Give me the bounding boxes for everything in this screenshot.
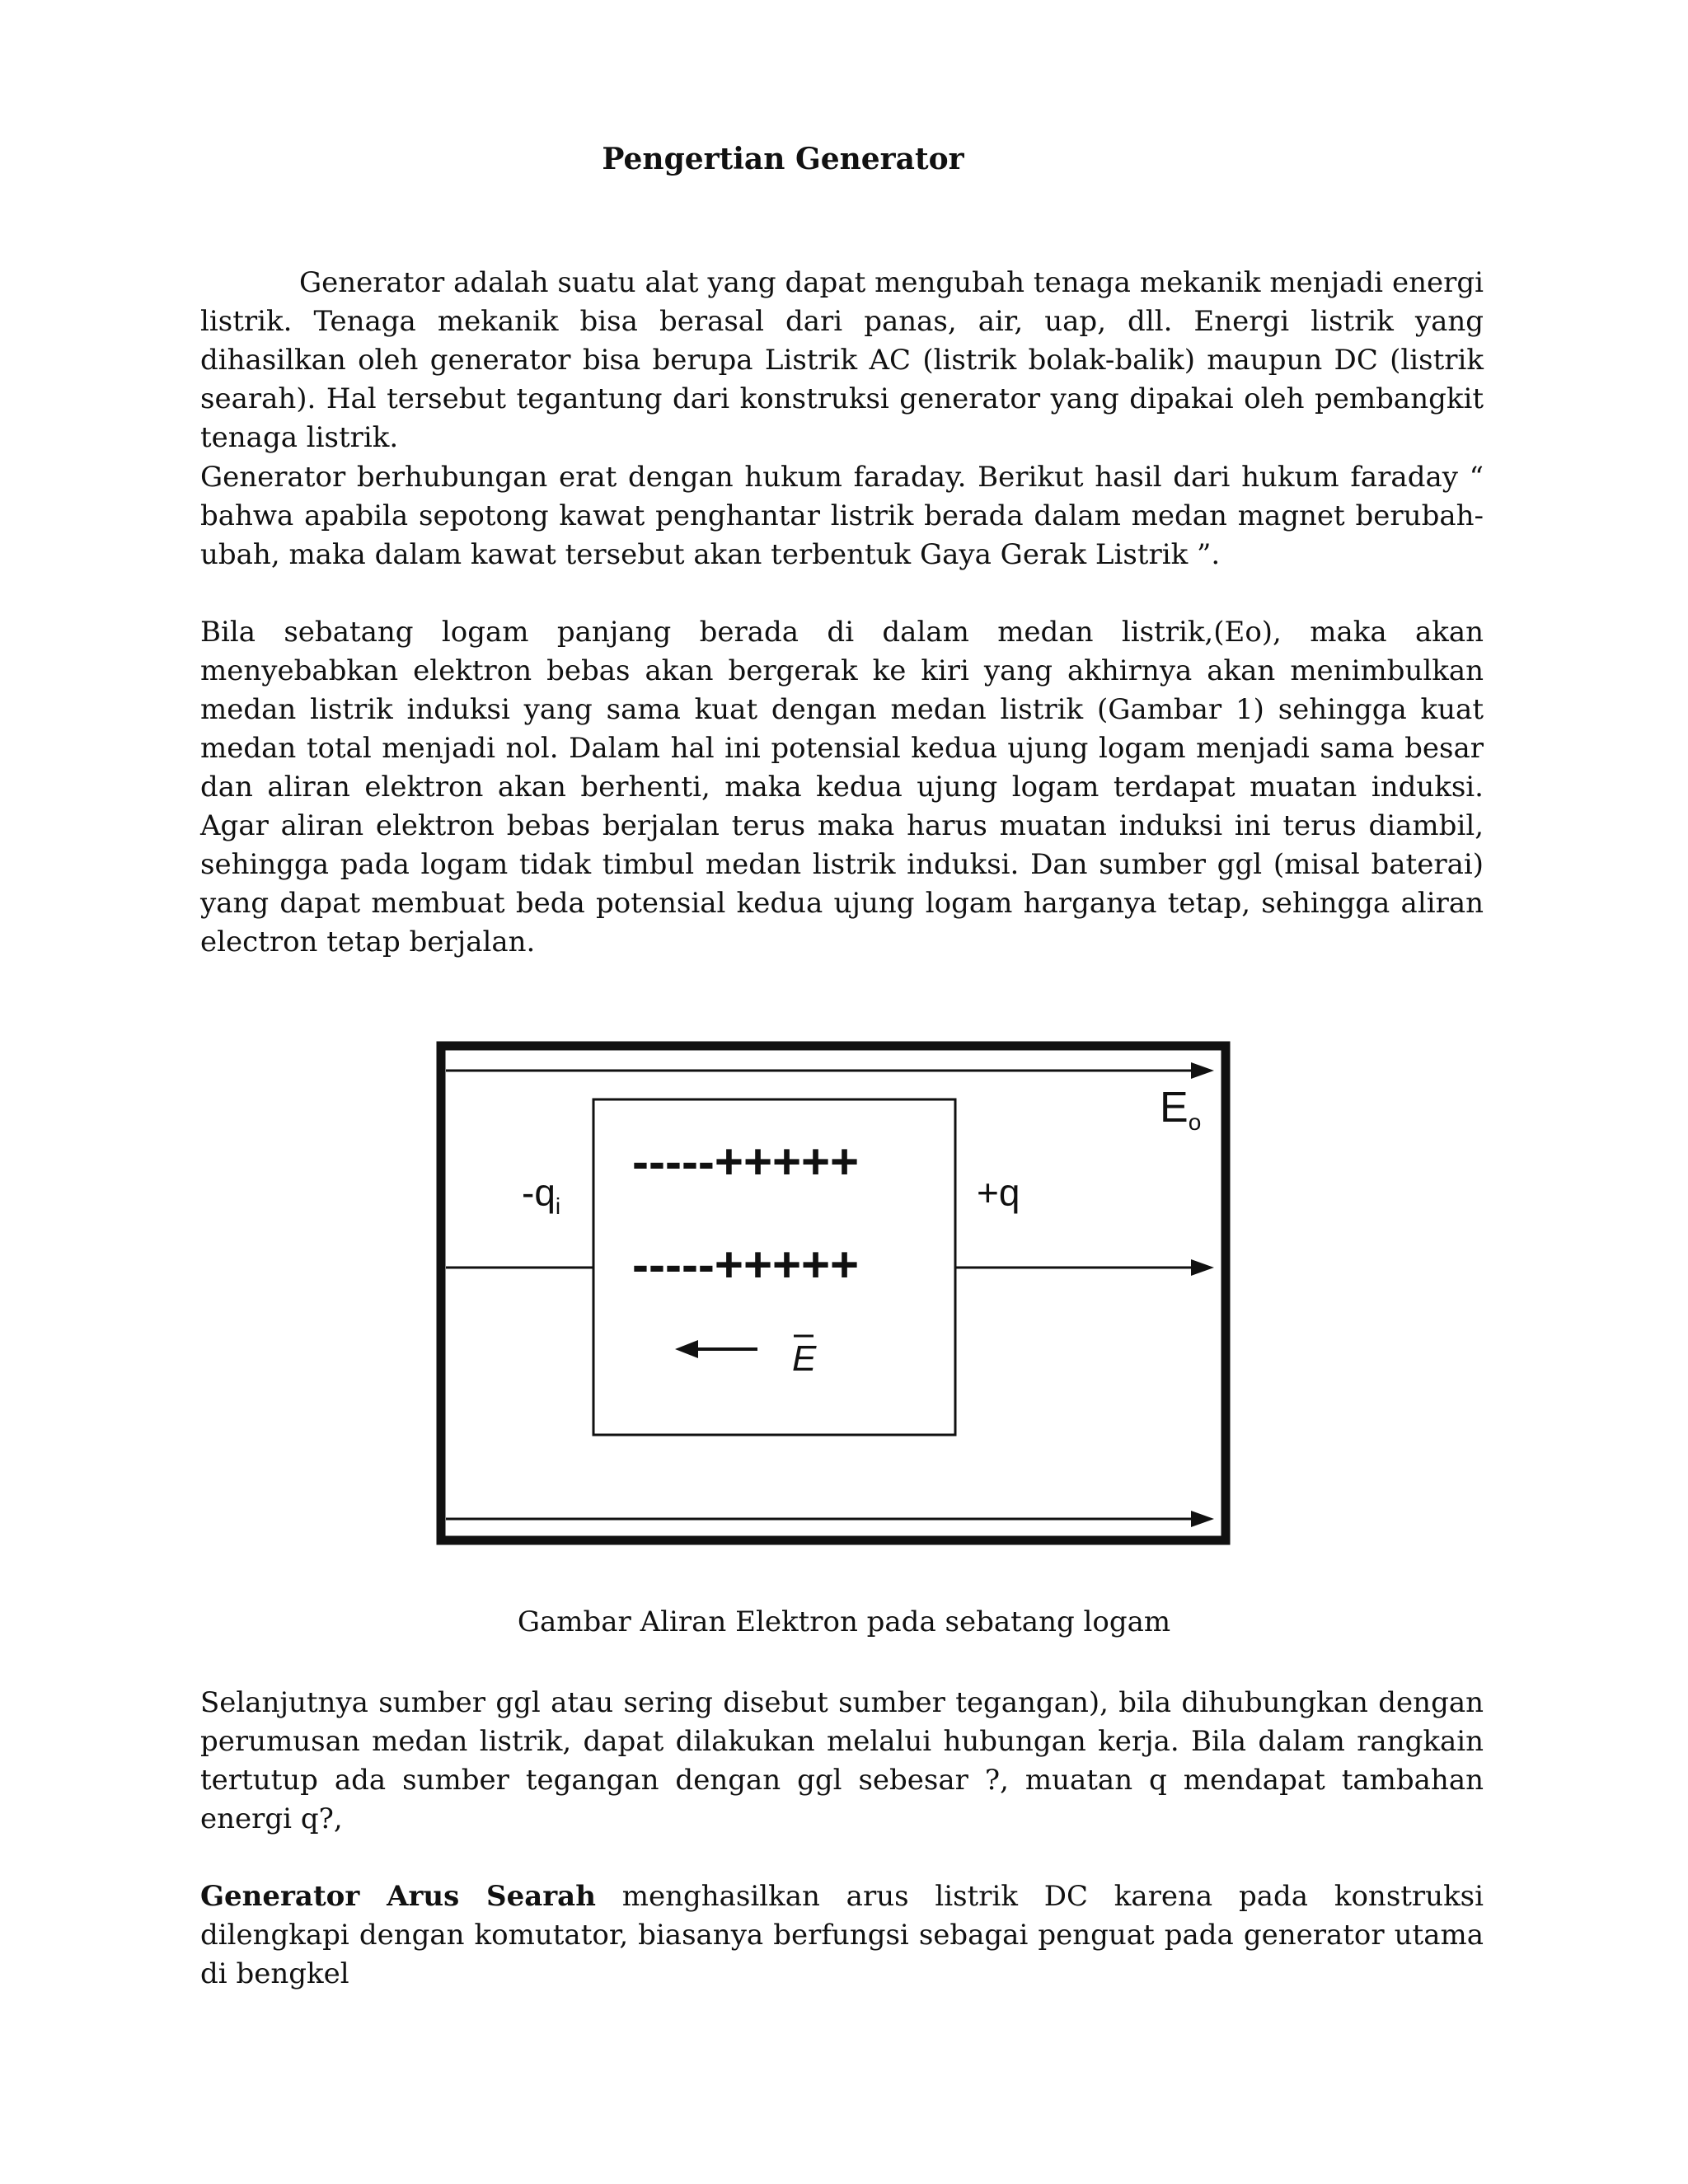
electron-flow-diagram — [436, 1041, 1231, 1545]
figure-caption: Gambar Aliran Elektron pada sebatang logam — [517, 1605, 1171, 1638]
dc-generator-heading: Generator Arus Searah — [200, 1880, 596, 1913]
induced-field-label: E — [792, 1338, 817, 1379]
paragraph-electron-flow: Bila sebatang logam panjang berada di dalam medan listrik,(Eo), maka akan menyebabkan elektron bebas akan bergerak ke kiri yang akhirnya akan menimbulkan medan listrik induksi yang sama kuat dengan medan listrik (Gambar 1) sehingga kuat medan total menjadi nol. Dalam hal ini potensial kedua ujung logam menjadi sama besar dan aliran elektron akan berhenti, maka kedua ujung logam terdapat muatan induksi. Agar aliran elektron bebas berjalan terus maka harus muatan induksi ini terus diambil, sehingga pada logam tidak timbul medan listrik induksi. Dan sumber ggl (misal baterai) yang dapat membuat beda potensial kedua ujung logam harganya tetap, sehingga aliran electron tetap berjalan. — [200, 616, 1484, 958]
paragraph-dc-generator — [200, 1877, 1484, 1994]
right-charge-label: +q — [977, 1171, 1020, 1214]
left-charge-label: $-q_i$ — [522, 1171, 561, 1219]
paragraph-faraday-law: Generator berhubungan erat dengan hukum faraday. Berikut hasil dari hukum faraday “ bahwa apabila sepotong kawat penghantar listrik berada dalam medan magnet berubah-ubah, maka dalam kawat tersebut akan terbentuk Gaya Gerak Listrik ”. — [200, 461, 1484, 571]
electron-flow-figure — [436, 1041, 1231, 1545]
paragraph-definition: Generator adalah suatu alat yang dapat mengubah tenaga mekanik menjadi energi listrik. Tenaga mekanik bisa berasal dari panas, air, uap, dll. Energi listrik yang dihasilkan oleh generator bisa berupa Listrik AC (listrik bolak-balik) maupun DC (listrik searah). Hal tersebut tegantung dari konstruksi generator yang dipakai oleh pembangkit tenaga listrik. — [200, 266, 1484, 454]
paragraph-voltage-source: Selanjutnya sumber ggl atau sering disebut sumber tegangan), bila dihubungkan dengan perumusan medan listrik, dapat dilakukan melalui hubungan kerja. Bila dalam rangkain tertutup ada sumber tegangan dengan ggl sebesar ?, muatan q mendapat tambahan energi q?, — [200, 1686, 1484, 1835]
dc-generator-text: menghasilkan arus listrik DC karena pada konstruksi dilengkapi dengan komutator, biasanya berfungsi sebagai penguat pada generator utama di bengkel — [200, 1880, 1484, 1990]
page-title: Pengertian Generator — [602, 142, 964, 176]
charge-row-top: -----+++++ — [632, 1134, 860, 1189]
field-label: Eo — [1160, 1084, 1202, 1135]
charge-row-middle: -----+++++ — [632, 1237, 860, 1292]
